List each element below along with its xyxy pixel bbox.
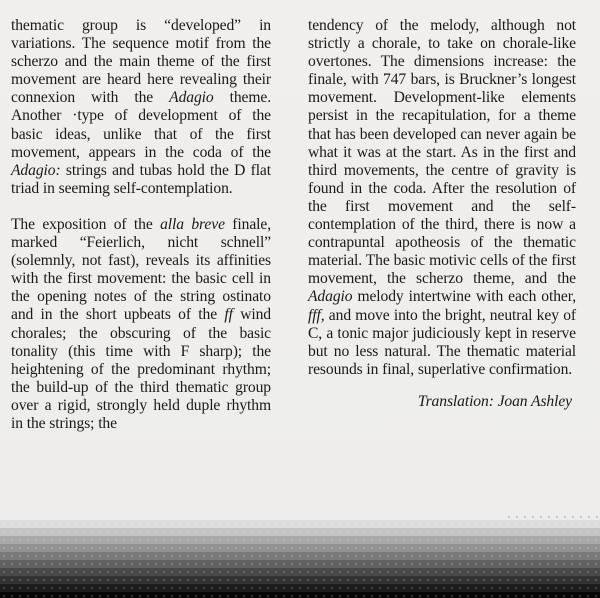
left-column: [11, 17, 271, 433]
right-column: [308, 17, 576, 411]
text-run: and move into the bright, neutral key of C, a tonic major judiciously kept in reserve but no less natural. The thematic material resounds in final, superlative confirmation.: [308, 306, 576, 378]
text-run: finale, marked “Feierlich, nicht schnell” (solemnly, not fast), reveals its affinities with the first movement: the basic cell in the opening notes of the string ostinato and in the short upbeats of the: [11, 215, 271, 324]
text-run: thematic group is “developed” in variations. The sequence motif from the scherzo and the main theme of the first movement are heard here revealing their connexion with the: [11, 17, 271, 107]
italic-term: Adagio:: [11, 161, 61, 179]
text-run: tendency of the melody, although not strictly a chorale, to take on chorale-like overtones. The dimensions increase: the finale, with 747 bars, is Bruckner’s longest movement. Development-like elements persist in the recapitulation, for a theme that has been developed can never again be what it was at the start. As in the first and third movements, the centre of gravity is found in the coda. After the resolution of the first movement and the self-contemplation of the third, there is now a contrapuntal apotheosis of the thematic material. The basic motivic cells of the first movement, the scherzo theme, and the: [308, 17, 576, 288]
italic-term: Adagio: [169, 89, 214, 107]
grayscale-calibration-strip: [0, 520, 600, 598]
gray-band-4: [0, 544, 600, 552]
text-run: melody intertwine with each other,: [352, 288, 576, 306]
gray-band-2: [0, 528, 600, 536]
gray-bands: [0, 520, 600, 598]
gray-band-9: [0, 584, 600, 592]
translator-credit: Translation: Joan Ashley: [417, 392, 572, 410]
gray-band-7: [0, 568, 600, 576]
text-run: The exposition of the: [11, 215, 161, 233]
left-paragraph-2: [11, 216, 271, 433]
text-run: wind chorales; the obscuring of the basic tonality (this time with F sharp); the heightening of the predominant rhythm; the build-up of the third thematic group over a rigid, strongly held duple rhythm in the strings; the: [11, 306, 271, 432]
left-paragraph-1: [11, 17, 271, 198]
text-run: strings and tubas hold the D flat triad in seeming self-contemplation.: [11, 161, 271, 197]
italic-term: ff: [224, 306, 233, 324]
gray-band-5: [0, 552, 600, 560]
italic-term: fff,: [308, 306, 325, 324]
gray-band-10: [0, 592, 600, 598]
gray-band-1: [0, 520, 600, 528]
gray-band-8: [0, 576, 600, 584]
gray-band-6: [0, 560, 600, 568]
text-run: theme. Another ·type of development of the basic ideas, unlike that of the first movement, appears in the coda of the: [11, 89, 271, 161]
italic-term: alla breve: [160, 215, 225, 233]
gray-band-3: [0, 536, 600, 544]
italic-term: Adagio: [308, 288, 353, 306]
right-paragraph-1: [308, 17, 576, 379]
